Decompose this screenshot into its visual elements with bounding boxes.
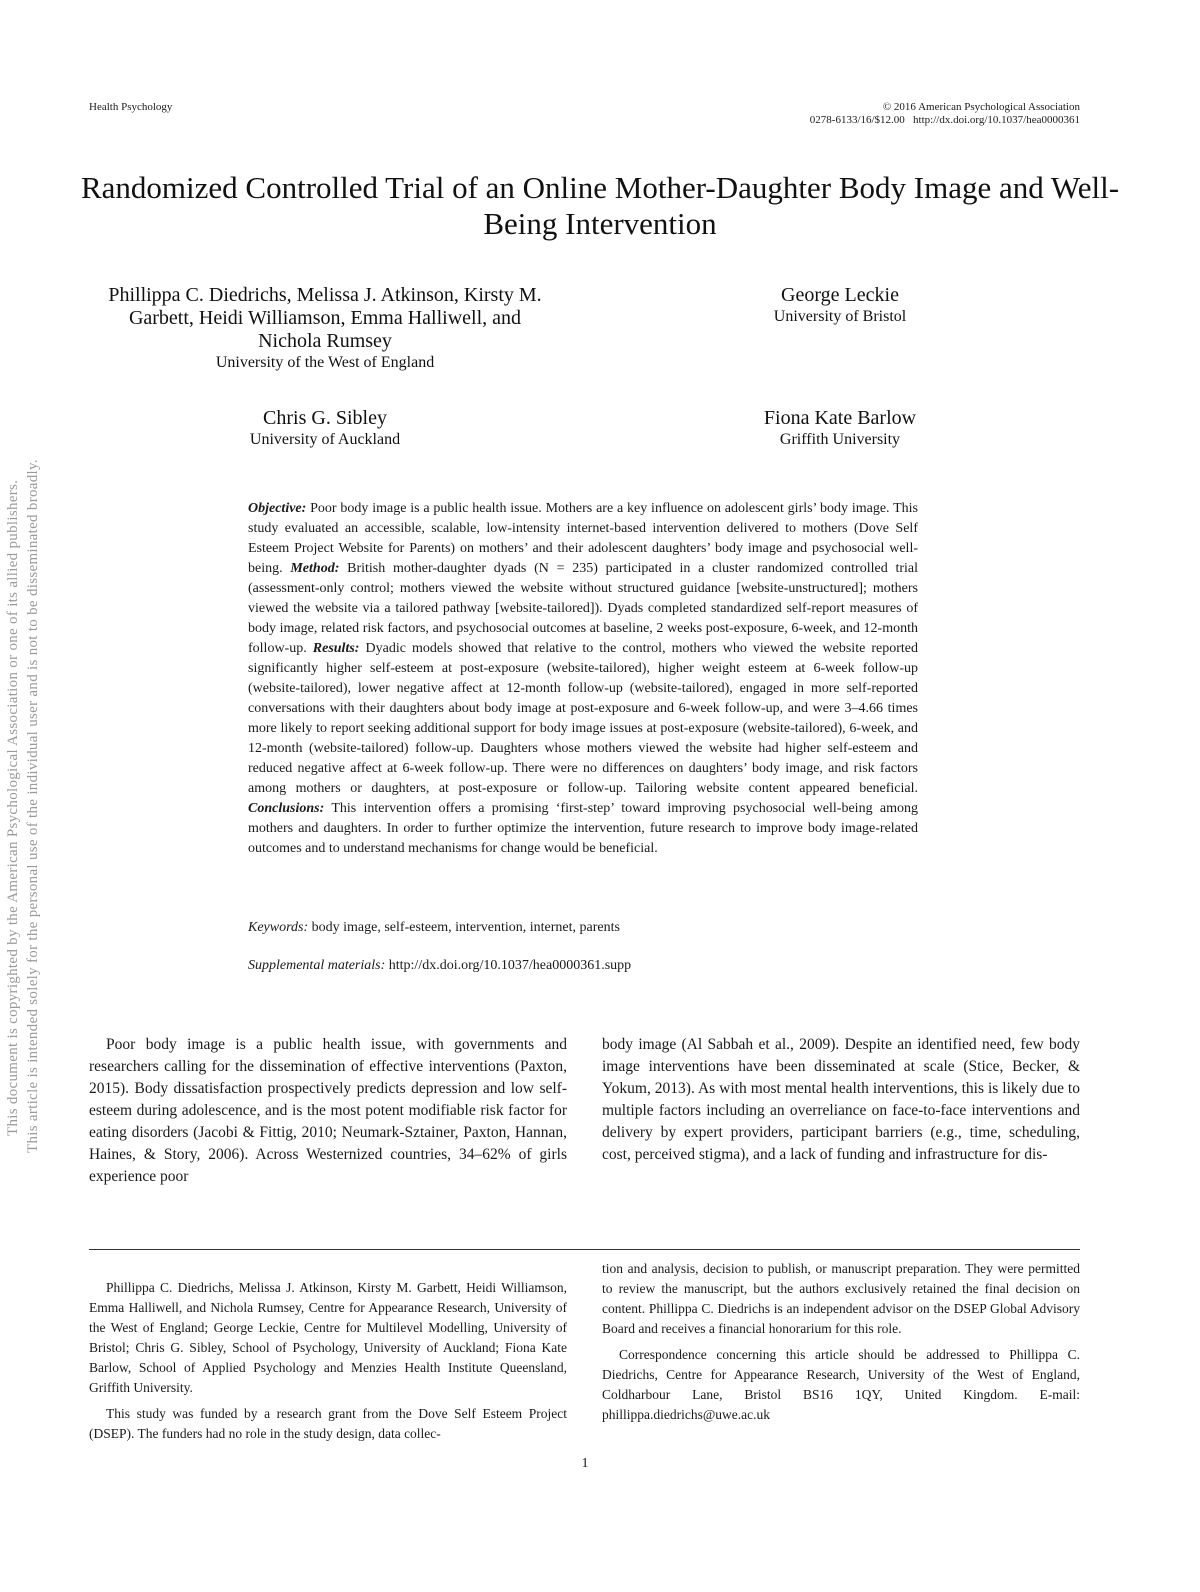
supplemental-link[interactable]: http://dx.doi.org/10.1037/hea0000361.supp (385, 958, 632, 973)
abstract-method-text: British mother-daughter dyads (N = 235) participated in a cluster randomized controlled trial (assessment-only control; mothers viewed the website without structured guidance [website-unstructured]; mothers viewed the website via a tailored pathway [website-tailored]). Dyads completed standardized self-report measures of body image, related risk factors, and psychosocial outcomes at baseline, 2 weeks post-exposure, 6-week, and 12-month follow-up. (248, 561, 919, 656)
author-note-funding-continued: tion and analysis, decision to publish, or manuscript preparation. They were permitted to review the manuscript, but the authors exclusively retained the final decision on content. Phillippa C. Diedrichs is an independent advisor on the DSEP Global Advisory Board and receives a financial honorarium for this role. (602, 1261, 1080, 1336)
abstract-objective-text: Poor body image is a public health issue. Mothers are a key influence on adolescent girls’ body image. This study evaluated an accessible, scalable, low-intensity internet-based intervention delivered to mothers (Dove Self Esteem Project Website for Parents) on mothers’ and their adolescent daughters’ body image and psychosocial well-being. (248, 501, 918, 576)
keywords (248, 918, 918, 938)
abstract-method-label: Method: (290, 561, 340, 576)
author-group-auckland (190, 407, 460, 450)
supplemental-label: Supplemental materials: (248, 958, 386, 973)
author-note-correspondence: Correspondence concerning this article should be addressed to Phillippa C. Diedrichs, Centre for Appearance Research, University of the West of England, Coldharbour Lane, Bristol BS16 1QY, United Kingdom. E-mail: phillippa.diedrichs@uwe.ac.uk (602, 1347, 1080, 1422)
author-group-uwe (100, 284, 550, 373)
author-group-griffith (700, 407, 980, 450)
abstract (248, 499, 918, 859)
abstract-objective-label: Objective: (248, 501, 307, 516)
author-affiliation: Griffith University (779, 431, 901, 448)
issn-doi-line: 0278-6133/16/$12.00 http://dx.doi.org/10.1037/hea0000361 (809, 114, 1080, 126)
copyright-sidebar-line-1: This document is copyrighted by the American Psychological Association or one of its allied publishers. (5, 479, 21, 1136)
copyright-sidebar-line-2: This article is intended solely for the personal use of the individual user and is not to be disseminated broadly. (25, 459, 41, 1153)
keywords-text: body image, self-esteem, intervention, internet, parents (308, 920, 620, 935)
page-number: 1 (581, 1456, 589, 1471)
author-note-funding: This study was funded by a research grant from the Dove Self Esteem Project (DSEP). The funders had no role in the study design, data collec- (89, 1406, 567, 1441)
abstract-conclusions-text: This intervention offers a promising ‘first-step’ toward improving psychosocial well-being among mothers and daughters. In order to further optimize the intervention, future research to improve body image-related outcomes and to understand mechanisms for change would be beneficial. (248, 801, 918, 856)
author-affiliation: University of the West of England (215, 354, 435, 371)
abstract-results-text: Dyadic models showed that relative to the control, mothers who viewed the website reported significantly higher self-esteem at post-exposure (website-tailored), higher weight esteem at 6-week follow-up (website-tailored), lower negative affect at 12-month follow-up (website-tailored), engaged in more self-reported conversations with their daughters about body image at post-exposure and 6-week follow-up, and were 3–4.66 times more likely to report seeking additional support for body image issues at post-exposure (website-tailored), 6-week, and 12-month (website-tailored) follow-up. Daughters whose mothers viewed the website had higher self-esteem and reduced negative affect at 6-week follow-up. There were no differences on daughters’ body image, and risk factors among mothers or daughters, at post-exposure or follow-up. Tailoring website content appeared beneficial. (248, 641, 918, 796)
keywords-label: Keywords: (248, 920, 309, 935)
author-affiliation: University of Auckland (249, 431, 401, 448)
copyright-line: © 2016 American Psychological Association (882, 101, 1080, 113)
footnotes-right-column (602, 1259, 1080, 1431)
author-names: George Leckie (781, 284, 899, 306)
author-names: Chris G. Sibley (263, 407, 387, 429)
footnotes-left-column (89, 1278, 567, 1450)
author-note-affiliations: Phillippa C. Diedrichs, Melissa J. Atkinson, Kirsty M. Garbett, Heidi Williamson, Emma Halliwell, and Nichola Rumsey, Centre for Appearance Research, University of the West of England; George Leckie, Centre for Multilevel Modelling, University of Bristol; Chris G. Sibley, School of Psychology, University of Auckland; Fiona Kate Barlow, School of Applied Psychology and Menzies Health Institute Queensland, Griffith University. (89, 1280, 567, 1395)
article-title: Randomized Controlled Trial of an Online Mother-Daughter Body Image and Well-Being Intervention (80, 170, 1120, 241)
abstract-conclusions-label: Conclusions: (248, 801, 325, 816)
author-affiliation: University of Bristol (773, 308, 907, 325)
author-names: Fiona Kate Barlow (763, 407, 917, 429)
publication-info (810, 101, 1080, 127)
body-text-right-column: body image (Al Sabbah et al., 2009). Despite an identified need, few body image interventions have been disseminated at scale (Stice, Becker, & Yokum, 2013). As with most mental health interventions, this is likely due to multiple factors including an overreliance on face-to-face interventions and delivery by expert providers, participant barriers (e.g., time, scheduling, cost, perceived stigma), and a lack of funding and infrastructure for dis- (602, 1036, 1080, 1163)
author-names: Phillippa C. Diedrichs, Melissa J. Atkinson, Kirsty M. Garbett, Heidi Williamson, Emma Halliwell, and Nichola Rumsey (108, 284, 542, 352)
supplemental-materials (248, 956, 918, 976)
journal-name: Health Psychology (89, 101, 173, 113)
abstract-results-label: Results: (312, 641, 360, 656)
author-group-bristol (700, 284, 980, 327)
body-text-left-column: Poor body image is a public health issue, with governments and researchers calling for the dissemination of effective interventions (Paxton, 2015). Body dissatisfaction prospectively predicts depression and low self-esteem during adolescence, and is the most potent modifiable risk factor for eating disorders (Jacobi & Fittig, 2010; Neumark-Sztainer, Paxton, Hannan, Haines, & Story, 2006). Across Westernized countries, 34–62% of girls experience poor (89, 1036, 567, 1185)
footnote-divider (89, 1249, 1080, 1250)
